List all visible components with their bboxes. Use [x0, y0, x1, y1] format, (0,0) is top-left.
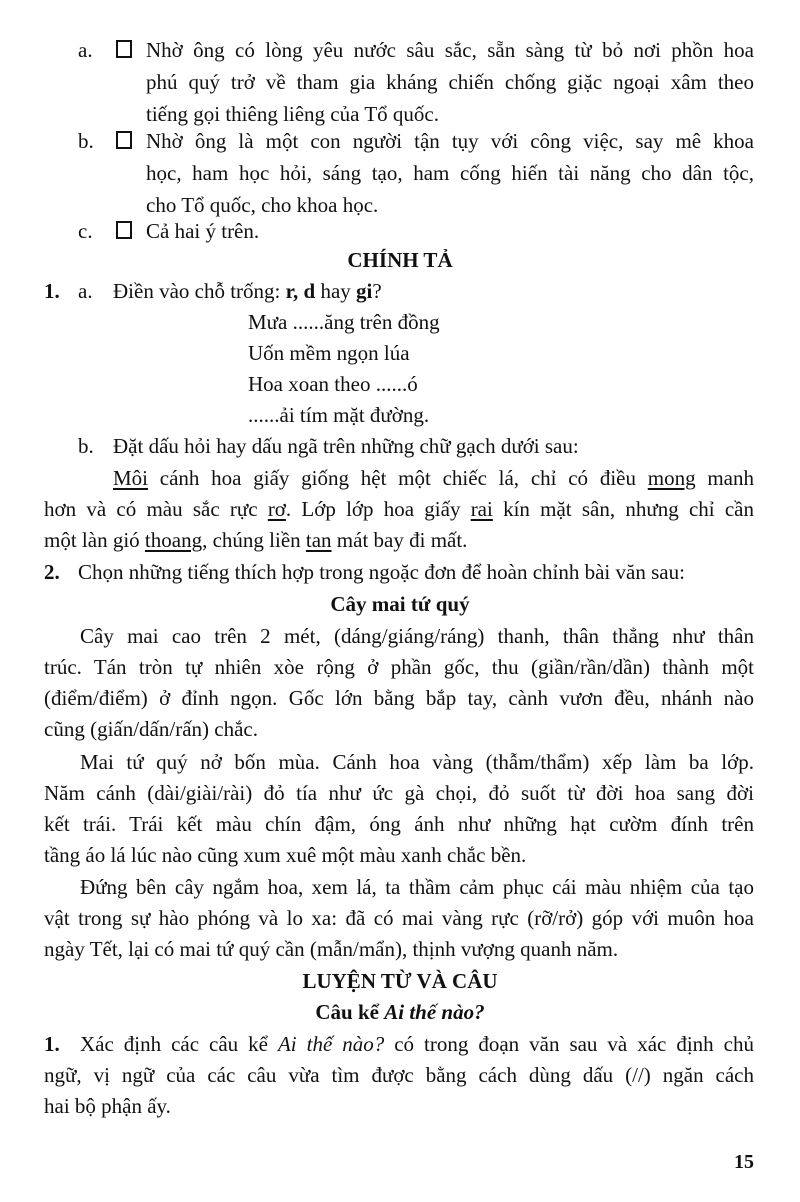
passage-line: Cây mai cao trên 2 mét, (dáng/giáng/ráng) thanh, thân thẳng như thân: [80, 624, 754, 648]
exercise-2-instruction: Chọn những tiếng thích hợp trong ngoặc đơn để hoàn chỉnh bài văn sau:: [78, 560, 685, 584]
subheading-italic: Ai thế nào?: [384, 1000, 485, 1024]
option-line: Nhờ ông có lòng yêu nước sâu sắc, sẵn sàng từ bỏ nơi phồn hoa: [146, 38, 754, 62]
instruction-text: Điền vào chỗ trống:: [113, 279, 286, 303]
text: có trong đoạn văn sau và xác định chủ: [384, 1032, 754, 1056]
option-line: cho Tổ quốc, cho khoa học.: [146, 193, 379, 217]
passage-line: cũng (giấn/dấn/rấn) chắc.: [44, 717, 258, 741]
exercise-line: ngữ, vị ngữ của các câu vừa tìm được bằng cách dùng dấu (//) ngăn cách: [44, 1063, 754, 1087]
section-heading-chinh-ta: CHÍNH TẢ: [347, 248, 453, 272]
subitem-label: b.: [78, 434, 94, 458]
exercise-line: [80, 1028, 754, 1060]
poem-line: Uốn mềm ngọn lúa: [248, 341, 410, 365]
subitem-label: a.: [78, 279, 93, 303]
instruction-bold: gi: [356, 279, 373, 303]
text: mát bay đi mất.: [331, 528, 468, 552]
passage-line: kết trái. Trái kết màu chín đậm, óng ánh như những hạt cườm đính trên: [44, 812, 754, 836]
underlined-word: thoang: [144, 528, 203, 552]
page-number: 15: [734, 1151, 754, 1173]
option-line: học, ham học hỏi, sáng tạo, ham cống hiến tài năng cho dân tộc,: [146, 161, 754, 185]
underlined-word: rơ: [267, 497, 286, 521]
underlined-word: Môi: [113, 466, 149, 490]
exercise-number: 1.: [44, 279, 60, 303]
instruction-text: hay: [315, 279, 357, 303]
underlined-word: rai: [470, 497, 493, 521]
passage-line: tầng áo lá lúc nào cũng xum xuê một màu xanh chắc bền.: [44, 843, 527, 867]
italic-text: Ai thế nào?: [277, 1032, 385, 1056]
exercise-line: hai bộ phận ấy.: [44, 1094, 171, 1118]
text: , chúng liền: [202, 528, 306, 552]
text: một làn gió: [44, 528, 145, 552]
poem-line: Mưa ......ăng trên đồng: [248, 310, 440, 334]
exercise-1b-line: [113, 462, 754, 494]
instruction-text: ?: [372, 279, 382, 303]
instruction-bold: r, d: [285, 279, 316, 303]
section-subheading: [0, 996, 800, 1028]
subheading-text: Câu kể: [315, 1000, 385, 1024]
text: Xác định các câu kể: [80, 1032, 278, 1056]
checkbox-icon[interactable]: [116, 131, 132, 149]
checkbox-icon[interactable]: [116, 40, 132, 58]
underlined-word: mong: [647, 466, 696, 490]
option-label: b.: [78, 129, 94, 153]
section-heading-luyen-tu: LUYỆN TỪ VÀ CÂU: [302, 969, 498, 993]
text: manh: [695, 466, 754, 490]
exercise-1b-line: [44, 524, 467, 556]
passage-title: Cây mai tứ quý: [330, 592, 470, 616]
checkbox-icon[interactable]: [116, 221, 132, 239]
exercise-1b-instruction: Đặt dấu hỏi hay dấu ngã trên những chữ gạch dưới sau:: [113, 434, 579, 458]
exercise-1a-instruction: [113, 275, 382, 307]
text: hơn và có màu sắc rực: [44, 497, 268, 521]
option-line: phú quý trở về tham gia kháng chiến chống giặc ngoại xâm theo: [146, 70, 754, 94]
passage-line: ngày Tết, lại có mai tứ quý cần (mẫn/mẩn), thịnh vượng quanh năm.: [44, 937, 619, 961]
option-line: tiếng gọi thiêng liêng của Tổ quốc.: [146, 102, 439, 126]
passage-line: Năm cánh (dài/giài/rài) đỏ tía như ức gà chọi, đỏ suốt từ đời hoa sang đời: [44, 781, 754, 805]
option-line: Cả hai ý trên.: [146, 219, 260, 243]
exercise-number: 1.: [44, 1032, 60, 1056]
exercise-number: 2.: [44, 560, 60, 584]
exercise-1b-line: [44, 493, 754, 525]
poem-line: Hoa xoan theo ......ó: [248, 372, 418, 396]
text: cánh hoa giấy giống hệt một chiếc lá, chỉ có điều: [148, 466, 648, 490]
poem-line: ......ải tím mặt đường.: [248, 403, 430, 427]
passage-line: Đứng bên cây ngắm hoa, xem lá, ta thầm cảm phục cái màu nhiệm của tạo: [80, 875, 754, 899]
text: . Lớp lớp hoa giấy: [285, 497, 471, 521]
text: kín mặt sân, nhưng chỉ cần: [492, 497, 754, 521]
option-line: Nhờ ông là một con người tận tụy với công việc, say mê khoa: [146, 129, 754, 153]
passage-line: Mai tứ quý nở bốn mùa. Cánh hoa vàng (thẫm/thẩm) xếp làm ba lớp.: [80, 750, 754, 774]
option-label: c.: [78, 219, 93, 243]
passage-line: trúc. Tán tròn tự nhiên xòe rộng ở phần gốc, thu (giần/rần/dần) thành một: [44, 655, 754, 679]
underlined-word: tan: [305, 528, 332, 552]
option-label: a.: [78, 38, 93, 62]
passage-line: (điểm/điểm) ở đỉnh ngọn. Gốc lớn bằng bắp tay, cành vươn đều, nhánh nào: [44, 686, 754, 710]
passage-line: vật trong sự hào phóng và lo xa: đã có mai vàng rực (rỡ/rở) góp với muôn hoa: [44, 906, 754, 930]
